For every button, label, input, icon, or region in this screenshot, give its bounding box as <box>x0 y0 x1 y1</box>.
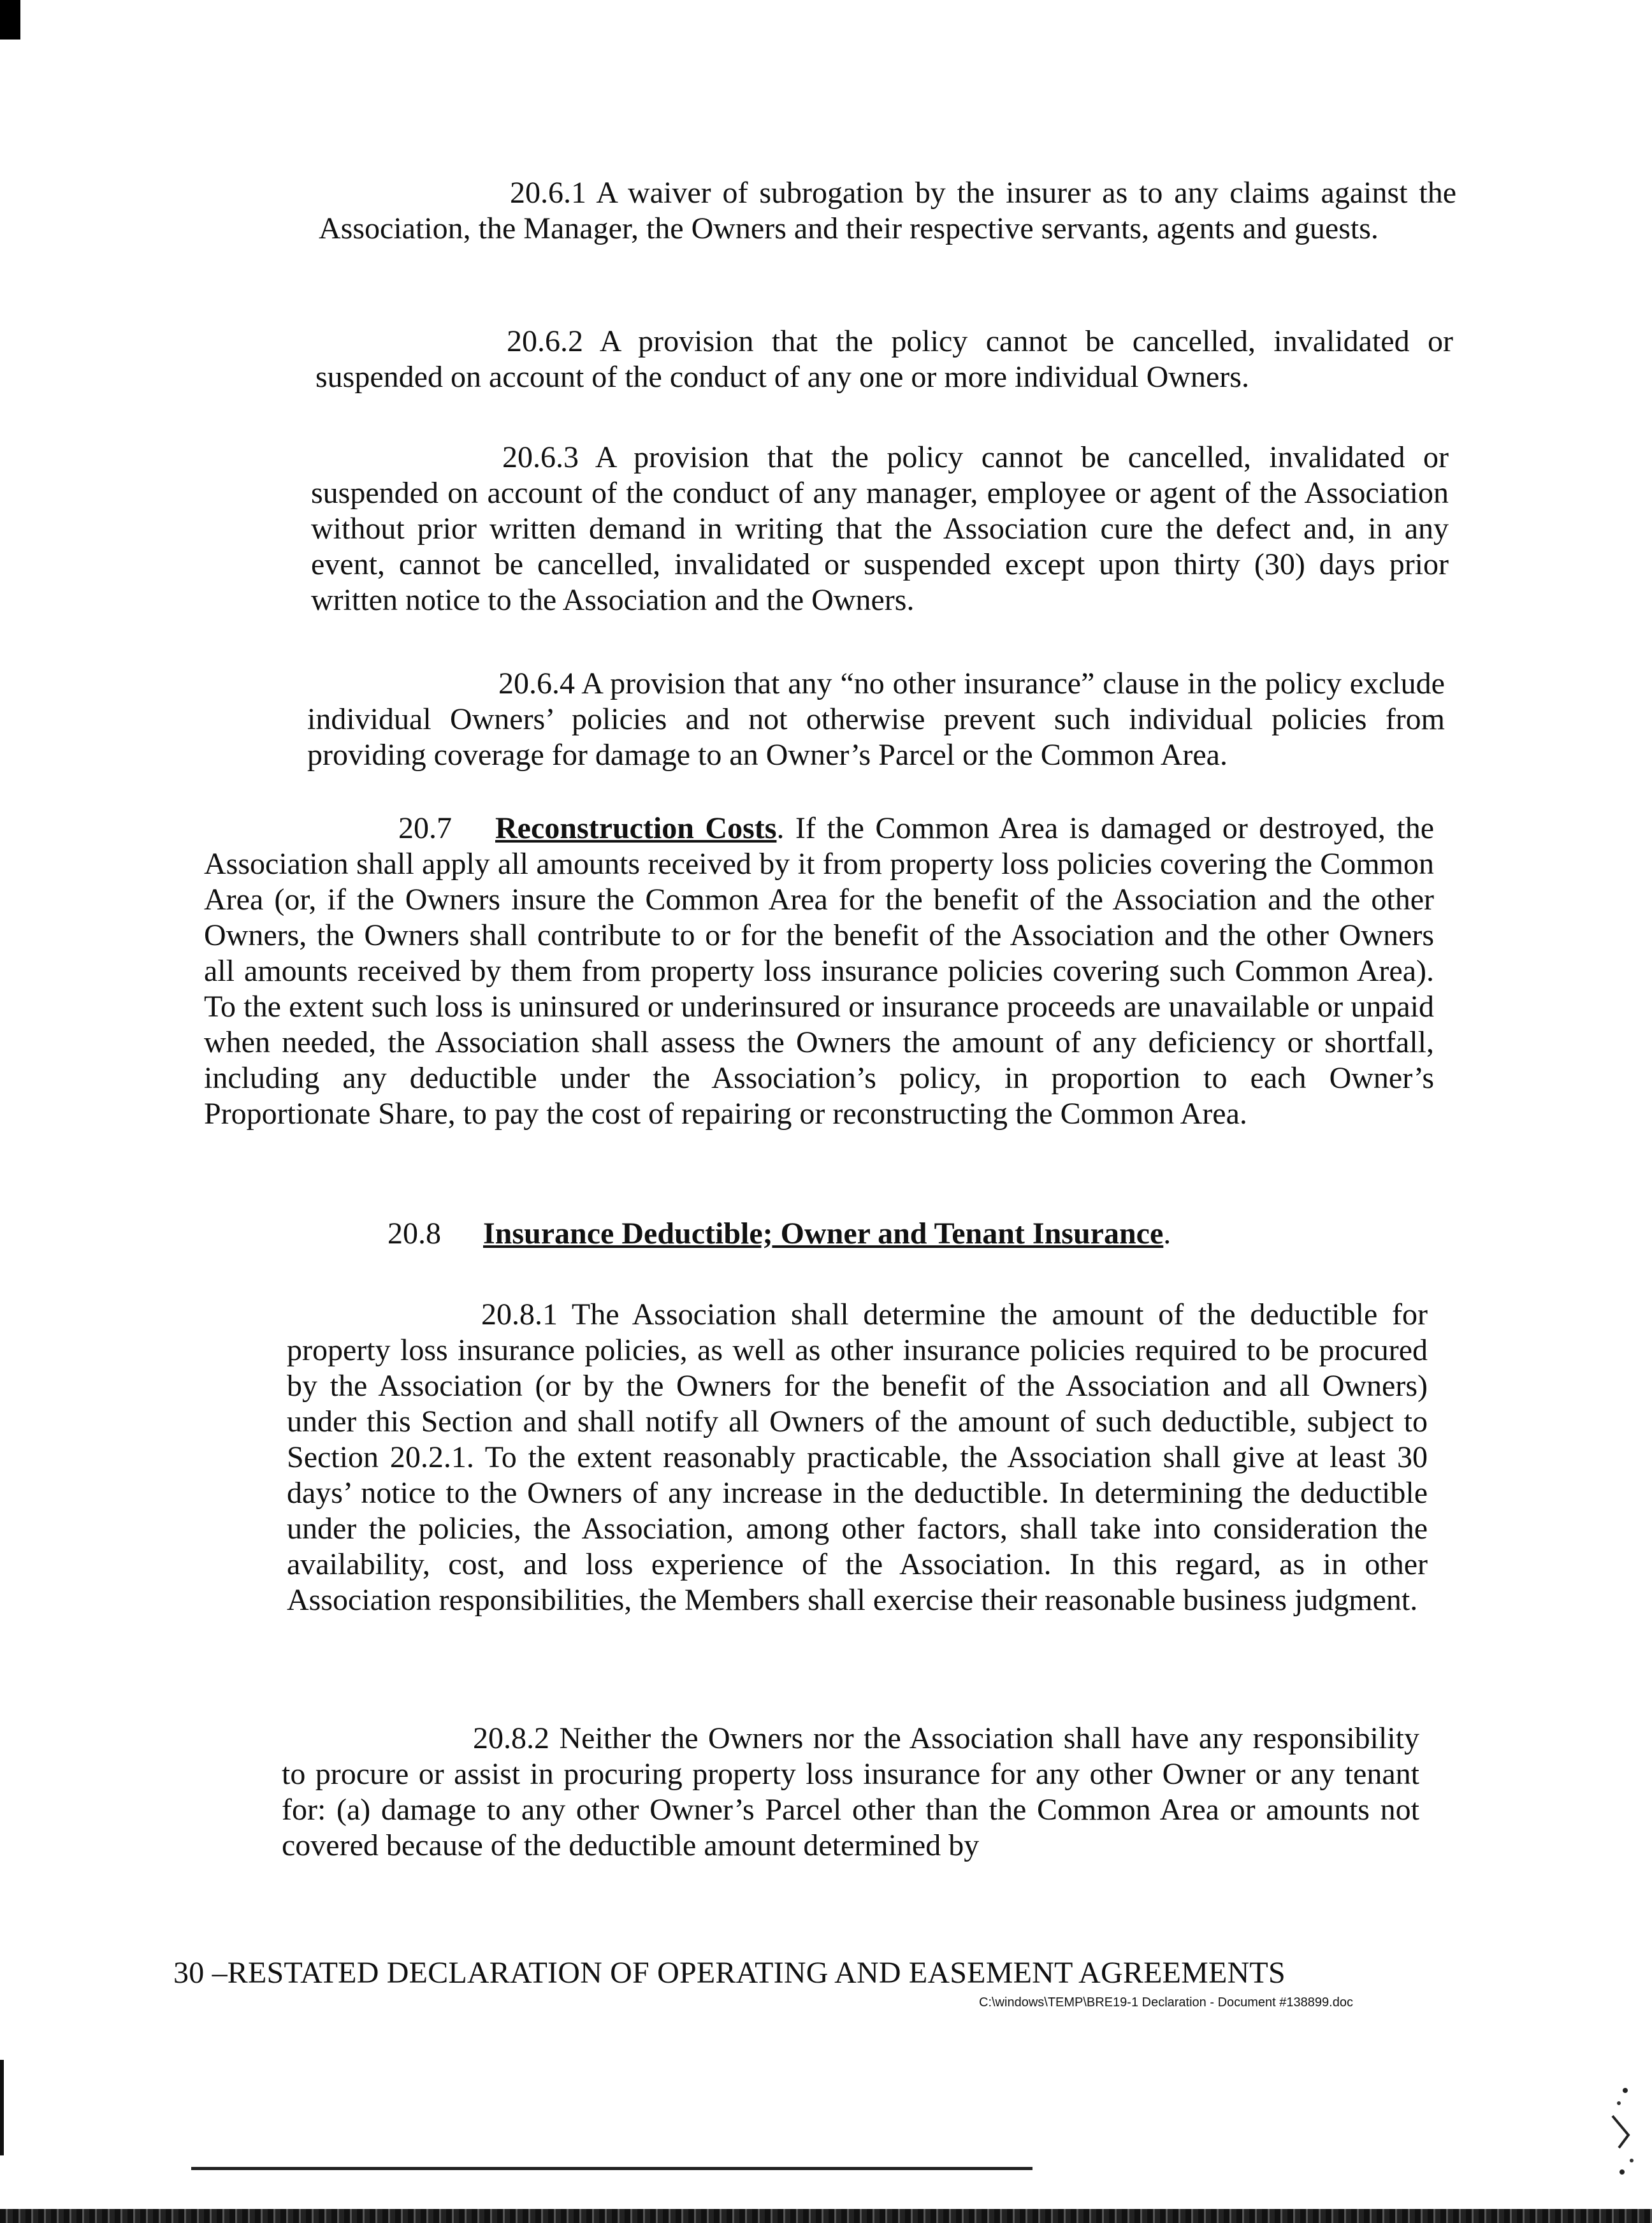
paragraph-text: Neither the Owners nor the Association shall have any responsibility to procure or assist in procuring property loss insurance for any other Owner or any tenant for: (a) damage to any other Owner’s Parcel other than the Common Area or amounts not covered because of the deductible amount determined by <box>282 1721 1419 1862</box>
scan-edge-mark <box>0 2060 4 2155</box>
paragraph-text: A provision that the policy cannot be cancelled, invalidated or suspended on account of the conduct of any one or more individual Owners. <box>315 324 1453 394</box>
heading-suffix: . <box>1163 1217 1171 1250</box>
paragraph-text: A provision that any “no other insurance” clause in the policy exclude individual Owners’ policies and not otherwise prevent such individual policies from providing coverage for damage to an Owner’s Parcel or the Common Area. <box>307 667 1445 772</box>
section-number: 20.8.2 <box>473 1721 549 1755</box>
scan-bottom-edge <box>0 2209 1652 2223</box>
paragraph-text: The Association shall determine the amount of the deductible for property loss insurance policies, as well as other insurance policies required to be procured by the Association (or by the Owners for the benefit of the Association and all Owners) under this Section and shall notify all Owners of the amount of such deductible, subject to Section 20.2.1. To the extent reasonably practicable, the Association shall give at least 30 days’ notice to the Owners of any increase in the deductible. In determining the deductible under the policies, the Association, among other factors, shall take into consideration the availability, cost, and loss experience of the Association. In this regard, as in other Association responsibilities, the Members shall exercise their reasonable business judgment. <box>287 1298 1428 1617</box>
heading-20-8 <box>388 1216 1171 1252</box>
scan-edge-mark <box>0 0 20 40</box>
paragraph-20-8-2 <box>282 1721 1419 1864</box>
section-number: 20.6.3 <box>502 440 579 474</box>
section-number: 20.8.1 <box>481 1298 558 1331</box>
footer-title: 30 –RESTATED DECLARATION OF OPERATING AND EASEMENT AGREEMENTS <box>173 1956 1286 1990</box>
paragraph-20-6-4 <box>307 666 1445 773</box>
paragraph-20-6-3 <box>311 440 1449 618</box>
section-heading: Reconstruction Costs <box>495 811 777 845</box>
section-number: 20.6.4 <box>498 667 575 700</box>
paragraph-text: A waiver of subrogation by the insurer as to any claims against the Association, the Manager, the Owners and their respective servants, agents and guests. <box>319 176 1457 245</box>
footer-file-path: C:\windows\TEMP\BRE19-1 Declaration - Document #138899.doc <box>979 1995 1353 2009</box>
section-number: 20.7 <box>398 811 452 845</box>
paragraph-20-8-1 <box>287 1297 1428 1618</box>
paragraph-20-6-2 <box>315 324 1453 395</box>
scan-rule-line <box>191 2167 1032 2170</box>
paragraph-20-6-1 <box>319 175 1456 247</box>
section-heading: Insurance Deductible; Owner and Tenant Insurance <box>483 1217 1164 1250</box>
section-number: 20.8 <box>388 1217 441 1250</box>
scan-specks <box>1600 2084 1644 2180</box>
paragraph-text: . If the Common Area is damaged or destroyed, the Association shall apply all amounts received by it from property loss policies covering the Common Area (or, if the Owners insure the Common Area for the benefit of the Association and the other Owners, the Owners shall contribute to or for the benefit of the Association and the other Owners all amounts received by them from property loss insurance policies covering such Common Area). To the extent such loss is uninsured or underinsured or insurance proceeds are unavailable or unpaid when needed, the Association shall assess the Owners the amount of any deficiency or shortfall, including any deductible under the Association’s policy, in proportion to each Owner’s Proportionate Share, to pay the cost of repairing or reconstructing the Common Area. <box>204 811 1435 1131</box>
paragraph-text: A provision that the policy cannot be cancelled, invalidated or suspended on account of the conduct of any manager, employee or agent of the Association without prior written demand in writing that the Association cure the defect and, in any event, cannot be cancelled, invalidated or suspended except upon thirty (30) days prior written notice to the Association and the Owners. <box>311 440 1449 617</box>
section-number: 20.6.1 <box>510 176 586 210</box>
section-number: 20.6.2 <box>507 324 583 358</box>
paragraph-20-7 <box>204 811 1434 1132</box>
